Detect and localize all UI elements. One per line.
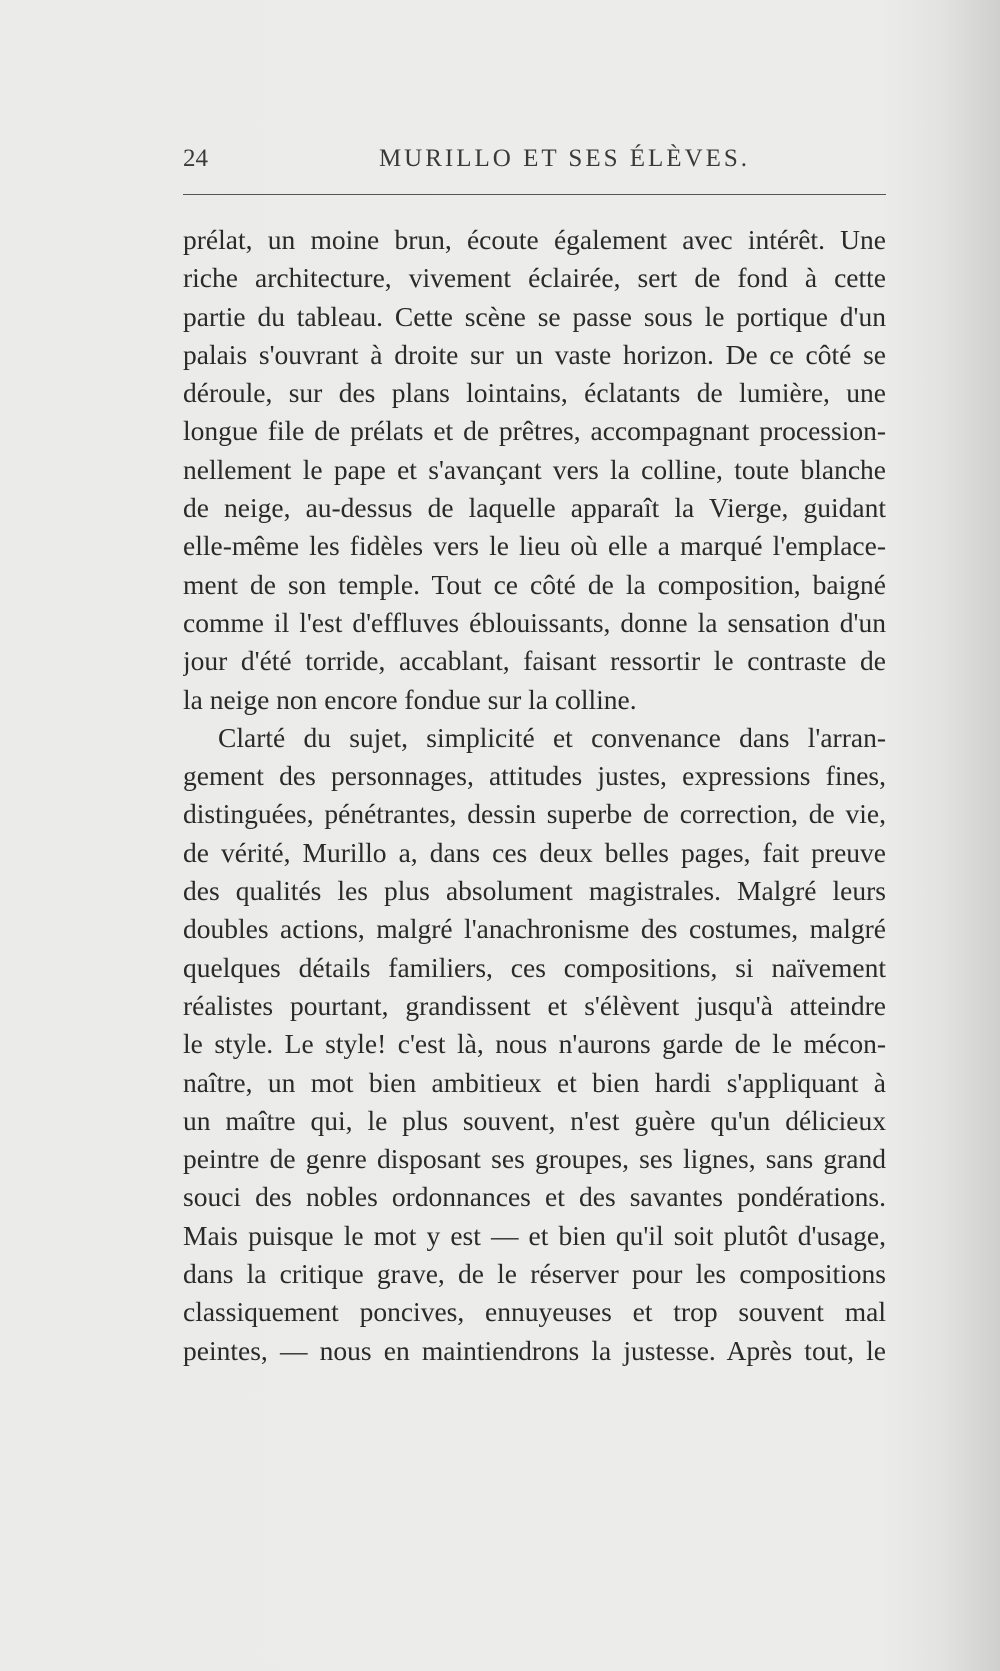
text-line: partie du tableau. Cette scène se passe sous le portique d'un [183, 300, 886, 332]
running-title: MURILLO ET SES ÉLÈVES. [378, 145, 751, 172]
text-line: de neige, au-dessus de laquelle apparaît la Vierge, guidant [183, 492, 886, 524]
text-line: prélat, un moine brun, écoute également avec intérêt. Une [183, 224, 886, 255]
text-line: Clarté du sujet, simplicité et convenance dans l'arran- [218, 721, 886, 753]
page-number: 24 [183, 145, 208, 172]
text-line: riche architecture, vivement éclairée, sert de fond à cette [183, 262, 886, 294]
header-rule [183, 194, 886, 195]
text-line: longue file de prélats et de prêtres, accompagnant procession- [183, 415, 886, 447]
text-line: un maître qui, le plus souvent, n'est guère qu'un délicieux [183, 1104, 886, 1136]
text-line: palais s'ouvrant à droite sur un vaste horizon. De ce côté se [183, 338, 886, 370]
text-line: elle-même les fidèles vers le lieu où elle a marqué l'emplace- [183, 530, 886, 562]
text-line: réalistes pourtant, grandissent et s'élèvent jusqu'à atteindre [183, 989, 886, 1021]
text-line: comme il l'est d'effluves éblouissants, donne la sensation d'un [183, 606, 886, 638]
text-line: nellement le pape et s'avançant vers la colline, toute blanche [183, 453, 886, 485]
text-line: jour d'été torride, accablant, faisant ressortir le contraste de [183, 645, 886, 677]
text-line: peintre de genre disposant ses groupes, ses lignes, sans grand [183, 1143, 886, 1175]
running-head [183, 145, 886, 181]
text-line: ment de son temple. Tout ce côté de la composition, baigné [183, 568, 886, 600]
body-text [183, 221, 886, 1370]
text-line: Mais puisque le mot y est — et bien qu'il soit plutôt d'usage, [183, 1219, 886, 1251]
text-line: gement des personnages, attitudes justes, expressions fines, [183, 760, 886, 792]
text-line: de vérité, Murillo a, dans ces deux belles pages, fait preuve [183, 836, 886, 868]
text-line: peintes, — nous en maintiendrons la justesse. Après tout, le [183, 1334, 886, 1366]
text-line: la neige non encore fondue sur la colline. [183, 683, 637, 715]
text-line: naître, un mot bien ambitieux et bien hardi s'appliquant à [183, 1066, 886, 1098]
text-line: quelques détails familiers, ces compositions, si naïvement [183, 951, 886, 983]
text-line: des qualités les plus absolument magistrales. Malgré leurs [183, 875, 886, 907]
text-line: déroule, sur des plans lointains, éclatants de lumière, une [183, 377, 886, 409]
text-line: souci des nobles ordonnances et des savantes pondérations. [183, 1181, 886, 1213]
text-line: classiquement poncives, ennuyeuses et trop souvent mal [183, 1296, 886, 1328]
text-line: le style. Le style! c'est là, nous n'aurons garde de le mécon- [183, 1028, 886, 1060]
text-line: dans la critique grave, de le réserver pour les compositions [183, 1258, 886, 1290]
text-line: distinguées, pénétrantes, dessin superbe de correction, de vie, [183, 798, 886, 830]
text-line: doubles actions, malgré l'anachronisme des costumes, malgré [183, 913, 886, 945]
